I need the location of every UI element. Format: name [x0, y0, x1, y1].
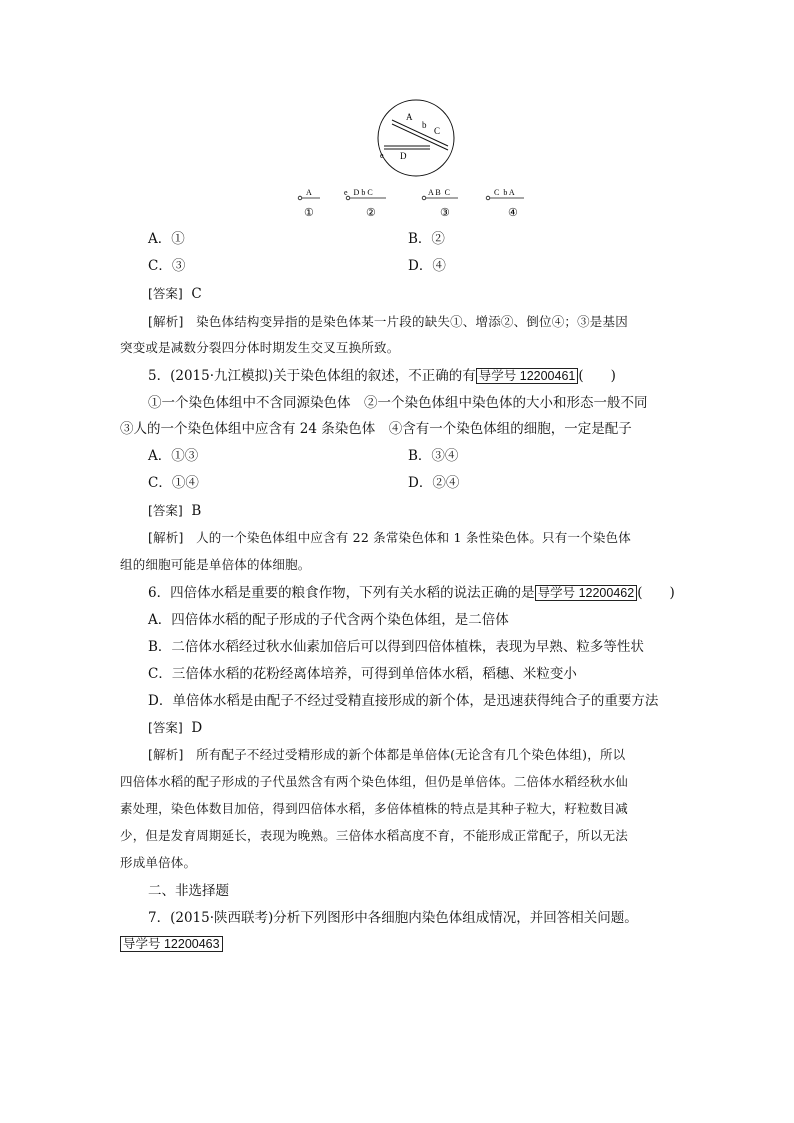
q6-stem: [148, 584, 675, 602]
q4-analysis: [148, 313, 628, 331]
q6-analysis-line3: 素处理，染色体数目加倍，得到四倍体水稻，多倍体植株的特点是其种子粒大，籽粒数目减: [120, 801, 629, 816]
q5-analysis-text: 人的一个染色体组中应含有 22 条常染色体和 1 条性染色体。只有一个染色体: [196, 530, 631, 545]
q6-answer: [148, 719, 202, 737]
answer-tag: [答案]: [148, 286, 183, 301]
q6-stem-text: 6．四倍体水稻是重要的粮食作物，下列有关水稻的说法正确的是: [148, 585, 535, 601]
option-figure-4: [484, 186, 530, 220]
option-figure-1: [296, 186, 326, 220]
q6-choice-c: C．三倍体水稻的花粉经离体培养，可得到单倍体水稻，稻穗、米粒变小: [148, 666, 577, 682]
q6-analysis-text: 所有配子不经过受精形成的新个体都是单倍体(无论含有几个染色体组)，所以: [196, 747, 626, 762]
q6-choice-a: A．四倍体水稻的配子形成的子代含两个染色体组，是二倍体: [148, 612, 509, 628]
cell-circle: [378, 100, 454, 176]
q6-choice-b: B．二倍体水稻经过秋水仙素加倍后可以得到四倍体植株，表现为早熟、粒多等性状: [148, 639, 644, 655]
q6-analysis-line5: 形成单倍体。: [120, 855, 197, 870]
option-3-number: ③: [440, 207, 450, 219]
q5-guide-code[interactable]: 导学号 12200461: [476, 368, 579, 384]
q4-choice-d: D．④: [408, 258, 446, 274]
option-1-genes: A: [306, 188, 312, 197]
q5-choice-b: B．③④: [408, 448, 459, 464]
q5-analysis: [148, 529, 631, 547]
option-2-number: ②: [366, 207, 376, 219]
q5-answer-value: B: [191, 503, 202, 519]
option-1-number: ①: [304, 207, 314, 219]
q5-analysis-line2: 组的细胞可能是单倍体的体细胞。: [120, 557, 311, 572]
gene-label-D: D: [400, 151, 407, 161]
option-figure-3: [420, 186, 460, 220]
q4-choice-c: C．③: [148, 258, 186, 274]
q6-answer-value: D: [191, 720, 203, 736]
option-figure-2: [342, 186, 392, 220]
gene-label-e: e: [380, 151, 384, 160]
q4-answer: [148, 285, 202, 303]
q5-answer: [148, 502, 201, 520]
q7-guide-code[interactable]: 导学号 12200463: [120, 936, 223, 952]
q4-analysis-line2: 突变或是减数分裂四分体时期发生交叉互换所致。: [120, 340, 400, 355]
analysis-tag: [解析]: [148, 530, 184, 545]
q6-guide-code[interactable]: 导学号 12200462: [535, 585, 638, 601]
q5-statement-line1: ①一个染色体组中不含同源染色体 ②一个染色体组中染色体的大小和形态一般不同: [148, 395, 648, 411]
section-heading: 二、非选择题: [148, 883, 229, 899]
analysis-tag: [解析]: [148, 314, 184, 329]
answer-tag: [答案]: [148, 720, 183, 735]
option-4-genes: C b A: [494, 188, 515, 197]
gene-label-b: b: [422, 120, 427, 130]
option-3-genes: A B C: [428, 188, 451, 197]
q4-choice-a: A．①: [148, 231, 185, 247]
q6-analysis: [148, 746, 625, 764]
q5-statement-line2: ③人的一个染色体组中应含有 24 条染色体 ④含有一个染色体组的细胞，一定是配子: [120, 421, 632, 437]
q4-choice-b: B．②: [408, 231, 445, 247]
q7-code-line: [120, 935, 223, 953]
q6-paren: ( ): [637, 585, 675, 601]
option-2-genes: e D b C: [344, 188, 373, 197]
q5-stem: [148, 367, 616, 385]
q6-analysis-line2: 四倍体水稻的配子形成的子代虽然含有两个染色体组，但仍是单倍体。二倍体水稻经秋水仙: [120, 774, 629, 789]
q5-stem-text: 5．(2015·九江模拟)关于染色体组的叙述，不正确的有: [148, 368, 476, 384]
gene-label-C: C: [434, 126, 441, 136]
q5-choice-a: A．①③: [148, 448, 199, 464]
analysis-tag: [解析]: [148, 747, 184, 762]
chromosome-cell-figure: [370, 98, 462, 178]
answer-tag: [答案]: [148, 503, 183, 518]
q6-analysis-line4: 少，但是发育周期延长，表现为晚熟。三倍体水稻高度不育，不能形成正常配子，所以无法: [120, 828, 629, 843]
q5-choice-c: C．①④: [148, 475, 199, 491]
q4-analysis-text: 染色体结构变异指的是染色体某一片段的缺失①、增添②、倒位④；③是基因: [196, 314, 628, 329]
q7-stem: 7．(2015·陕西联考)分析下列图形中各细胞内染色体组成情况，并回答相关问题。: [148, 910, 638, 926]
option-4-number: ④: [508, 207, 518, 219]
q5-paren: ( ): [578, 368, 616, 384]
q4-answer-value: C: [191, 286, 202, 302]
q6-choice-d: D．单倍体水稻是由配子不经过受精直接形成的新个体，是迅速获得纯合子的重要方法: [148, 693, 659, 709]
gene-label-A: A: [406, 112, 413, 122]
q5-choice-d: D．②④: [408, 475, 460, 491]
